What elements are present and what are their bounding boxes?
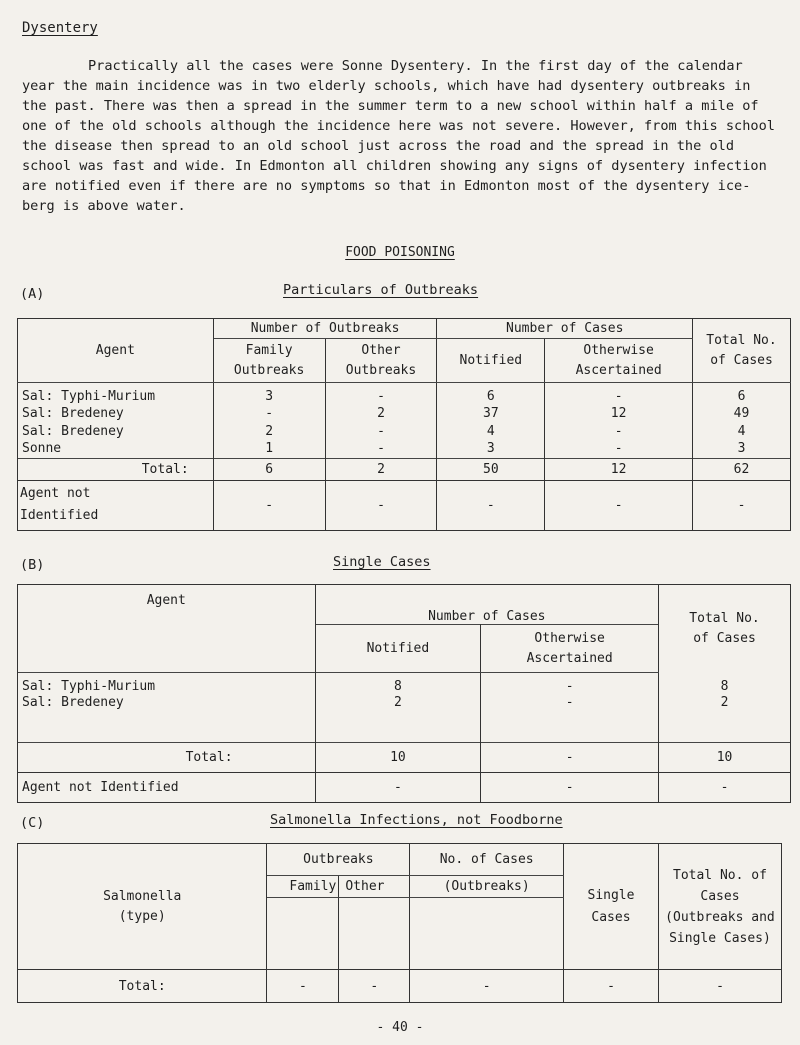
section-heading-dysentery: Dysentery — [22, 20, 98, 36]
row-family: 1 — [213, 440, 325, 458]
single-cases-table — [17, 584, 791, 803]
row-otherwise: - — [481, 673, 659, 695]
header-total-cases-text: Total No. of Cases (Outbreaks and Single Cases) — [665, 867, 775, 946]
total-other: - — [339, 970, 410, 1003]
row-agent: Sal: Bredeney — [18, 404, 214, 422]
header-number-of-cases: Number of Cases — [437, 319, 693, 339]
dysentery-paragraph: Practically all the cases were Sonne Dysentery. In the first day of the calendar year the main incidence was in two elderly schools, which have had dysentery outbreaks in the past. There was then a spread in the summer term to a new school within half a mile of one of the old schools although the incidence here was not severe. However, from this school the disease then spread to an old school just across the road and the spread in the old school was fast and wide. In Edmonton all children showing any signs of dysentery infection are notified even if there are no symptoms so that in Edmonton most of the dysentery ice-berg is above water. — [22, 58, 775, 214]
header-single-cases — [564, 844, 659, 970]
header-otherwise-ascertained — [545, 339, 693, 383]
section-a-title: Particulars of Outbreaks — [283, 282, 479, 298]
header-total-cases — [659, 585, 791, 673]
salmonella-table — [17, 843, 782, 1003]
table-row — [18, 440, 791, 458]
header-total-cases — [658, 844, 781, 970]
total-total: 10 — [659, 743, 791, 773]
header-other-outbreaks — [325, 339, 437, 383]
food-poisoning-title-text: FOOD POISONING — [345, 245, 455, 260]
header-number-of-outbreaks: Number of Outbreaks — [213, 319, 437, 339]
header-otherwise-ascertained — [481, 625, 659, 673]
section-a-letter: (A) — [20, 286, 45, 302]
row-family: 2 — [213, 422, 325, 440]
header-other-outbreaks-text: Other Outbreaks — [345, 342, 417, 378]
not-identified-total: - — [693, 480, 791, 530]
header-agent: Agent — [18, 319, 214, 383]
row-otherwise: - — [481, 695, 659, 743]
food-poisoning-title — [0, 245, 800, 260]
table-row — [18, 383, 791, 405]
total-label: Total: — [18, 743, 316, 773]
not-identified-label — [18, 480, 214, 530]
total-cases: - — [410, 970, 564, 1003]
header-total-cases-text: Total No. of Cases — [706, 332, 777, 368]
row-agent: Sonne — [18, 440, 214, 458]
section-c-title: Salmonella Infections, not Foodborne — [270, 812, 563, 828]
total-otherwise: 12 — [545, 458, 693, 480]
row-notified: 3 — [437, 440, 545, 458]
header-family-outbreaks — [213, 339, 325, 383]
total-row — [18, 458, 791, 480]
header-salmonella-type — [18, 844, 267, 970]
table-row — [18, 422, 791, 440]
row-total: 3 — [693, 440, 791, 458]
row-notified: 4 — [437, 422, 545, 440]
total-row — [18, 743, 791, 773]
row-total: 8 — [659, 673, 791, 695]
row-notified: 2 — [315, 695, 481, 743]
total-notified: 50 — [437, 458, 545, 480]
table-row — [18, 673, 791, 695]
row-family: - — [213, 404, 325, 422]
not-identified-notified: - — [437, 480, 545, 530]
total-notified: 10 — [315, 743, 481, 773]
row-family: 3 — [213, 383, 325, 405]
row-agent: Sal: Typhi-Murium — [18, 673, 316, 695]
header-total-cases-text: Total No. of Cases — [689, 610, 760, 646]
total-label: Total: — [18, 970, 267, 1003]
total-otherwise: - — [481, 743, 659, 773]
row-total: 4 — [693, 422, 791, 440]
row-otherwise: - — [545, 383, 693, 405]
not-identified-otherwise: - — [481, 773, 659, 803]
section-b-letter: (B) — [20, 557, 45, 573]
row-notified: 37 — [437, 404, 545, 422]
not-identified-label-text: Agent not Identified — [20, 486, 99, 523]
empty-cell — [267, 898, 339, 970]
total-row — [18, 970, 782, 1003]
header-no-of-cases: No. of Cases — [410, 844, 564, 876]
total-family: 6 — [213, 458, 325, 480]
not-identified-notified: - — [315, 773, 481, 803]
row-other: - — [325, 440, 437, 458]
header-salmonella-type-text: Salmonella (type) — [103, 888, 182, 924]
row-notified: 8 — [315, 673, 481, 695]
not-identified-row — [18, 480, 791, 530]
not-identified-total: - — [659, 773, 791, 803]
section-c-letter: (C) — [20, 815, 45, 831]
total-total: - — [658, 970, 781, 1003]
table-row — [18, 695, 791, 743]
row-agent: Sal: Bredeney — [18, 695, 316, 743]
row-other: - — [325, 383, 437, 405]
section-b-title: Single Cases — [333, 554, 431, 570]
not-identified-other: - — [325, 480, 437, 530]
row-other: - — [325, 422, 437, 440]
total-other: 2 — [325, 458, 437, 480]
row-total: 49 — [693, 404, 791, 422]
row-total: 6 — [693, 383, 791, 405]
header-family: Family — [267, 876, 339, 898]
empty-cell — [339, 898, 410, 970]
total-single: - — [564, 970, 659, 1003]
total-label: Total: — [18, 458, 214, 480]
not-identified-label: Agent not Identified — [18, 773, 316, 803]
total-family: - — [267, 970, 339, 1003]
header-number-of-cases: Number of Cases — [315, 585, 659, 625]
row-otherwise: - — [545, 440, 693, 458]
empty-cell — [410, 898, 564, 970]
header-otherwise-ascertained-text: Otherwise Ascertained — [575, 342, 662, 378]
total-total: 62 — [693, 458, 791, 480]
row-agent: Sal: Bredeney — [18, 422, 214, 440]
header-agent: Agent — [18, 585, 316, 673]
not-identified-otherwise: - — [545, 480, 693, 530]
header-total-cases — [693, 319, 791, 383]
row-otherwise: 12 — [545, 404, 693, 422]
header-other: Other — [339, 876, 410, 898]
header-notified: Notified — [437, 339, 545, 383]
not-identified-row — [18, 773, 791, 803]
header-outbreaks-sub: (Outbreaks) — [410, 876, 564, 898]
header-notified: Notified — [315, 625, 481, 673]
header-single-cases-text: Single Cases — [587, 887, 635, 925]
row-total: 2 — [659, 695, 791, 743]
header-otherwise-ascertained-text: Otherwise Ascertained — [526, 630, 613, 666]
row-other: 2 — [325, 404, 437, 422]
row-otherwise: - — [545, 422, 693, 440]
row-agent: Sal: Typhi-Murium — [18, 383, 214, 405]
outbreaks-table — [17, 318, 791, 531]
row-notified: 6 — [437, 383, 545, 405]
header-family-outbreaks-text: Family Outbreaks — [233, 342, 305, 378]
table-row — [18, 404, 791, 422]
not-identified-family: - — [213, 480, 325, 530]
page-number: - 40 - — [376, 1020, 424, 1035]
header-outbreaks: Outbreaks — [267, 844, 410, 876]
